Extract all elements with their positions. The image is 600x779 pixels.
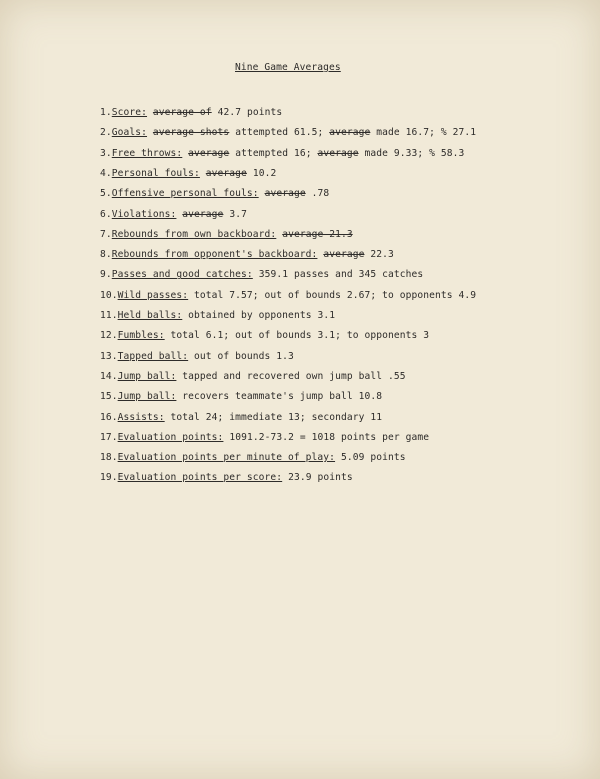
list-item [100, 351, 294, 363]
list-item [100, 269, 423, 281]
list-item [100, 330, 429, 342]
list-item [100, 229, 353, 241]
item-label: Wild passes: [117, 289, 189, 301]
item-label: Jump ball: [117, 391, 177, 403]
item-value: 5.09 points [340, 452, 406, 464]
item-number: 6. [100, 208, 112, 220]
item-value: total 7.57; out of bounds 2.67; to opponents 4.9 [194, 289, 477, 301]
struck-text: average [329, 127, 371, 139]
list-item [100, 310, 335, 322]
struck-text: average [323, 249, 365, 261]
item-value: total 6.1; out of bounds 3.1; to opponents 3 [170, 330, 430, 342]
list-item [100, 168, 276, 180]
item-label: Offensive personal fouls: [111, 188, 259, 200]
list-item [100, 472, 353, 484]
list-item [100, 148, 464, 160]
item-number: 5. [100, 188, 112, 200]
item-label: Assists: [117, 411, 165, 423]
list-item [100, 127, 476, 139]
item-label: Jump ball: [117, 370, 177, 382]
item-label: Fumbles: [117, 330, 165, 342]
list-item [100, 249, 394, 261]
item-number: 19. [100, 472, 118, 484]
item-value: attempted 16; [229, 147, 318, 159]
list-item [100, 432, 429, 444]
item-value: recovers teammate's jump ball 10.8 [182, 391, 383, 403]
item-value: tapped and recovered own jump ball .55 [182, 370, 406, 382]
list-item [100, 209, 247, 221]
item-value: 42.7 points [211, 107, 283, 118]
item-value: 359.1 passes and 345 catches [258, 269, 424, 281]
page-title: Nine Game Averages [235, 62, 341, 73]
item-number: 2. [100, 127, 112, 139]
list-item [100, 107, 282, 119]
item-label: Goals: [111, 127, 148, 139]
item-value: 3.7 [223, 208, 247, 220]
item-number: 8. [100, 249, 112, 261]
item-label: Violations: [111, 208, 177, 220]
item-value: 10.2 [246, 167, 277, 179]
item-value: 22.3 [364, 249, 394, 261]
item-value: out of bounds 1.3 [194, 350, 294, 362]
struck-text: average [264, 188, 306, 200]
item-number: 4. [100, 167, 112, 179]
item-number: 10. [100, 289, 118, 301]
item-number: 14. [100, 370, 118, 382]
item-label: Evaluation points per minute of play: [117, 452, 336, 464]
item-label: Evaluation points: [117, 431, 224, 443]
item-number: 12. [100, 330, 118, 342]
item-label: Held balls: [117, 310, 183, 321]
list-item [100, 452, 406, 464]
item-label: Rebounds from opponent's backboard: [111, 249, 318, 261]
struck-text: average [188, 147, 230, 159]
item-number: 11. [100, 310, 118, 321]
item-label: Personal fouls: [111, 167, 200, 179]
struck-text: average of [152, 107, 212, 118]
list-item [100, 290, 476, 302]
item-value: made 16.7; % 27.1 [370, 127, 477, 139]
item-label: Free throws: [111, 147, 183, 159]
list-item [100, 391, 382, 403]
list-item [100, 371, 406, 383]
struck-text: average [205, 167, 247, 179]
item-number: 9. [100, 269, 112, 281]
item-value: total 24; immediate 13; secondary 11 [170, 411, 383, 423]
item-label: Evaluation points per score: [117, 472, 283, 484]
item-number: 7. [100, 228, 112, 240]
item-number: 17. [100, 431, 118, 443]
item-number: 15. [100, 391, 118, 403]
item-label: Passes and good catches: [111, 269, 253, 281]
item-value: 23.9 points [288, 472, 353, 484]
item-value: 1091.2-73.2 = 1018 points per game [229, 431, 430, 443]
struck-text: average [182, 208, 224, 220]
item-value: .78 [305, 188, 330, 200]
item-number: 1. [100, 107, 112, 118]
struck-text: average 21.3 [282, 228, 353, 240]
list-item [100, 188, 329, 200]
list-item [100, 412, 382, 424]
item-number: 18. [100, 452, 118, 464]
item-label: Tapped ball: [117, 350, 189, 362]
struck-text: average shots [152, 127, 230, 139]
item-value: obtained by opponents 3.1 [188, 310, 336, 321]
item-value: made 9.33; % 58.3 [358, 147, 465, 159]
item-value: attempted 61.5; [229, 127, 330, 139]
item-number: 16. [100, 411, 118, 423]
item-label: Score: [111, 107, 148, 118]
item-number: 3. [100, 147, 112, 159]
item-number: 13. [100, 350, 118, 362]
struck-text: average [317, 147, 359, 159]
item-label: Rebounds from own backboard: [111, 228, 277, 240]
